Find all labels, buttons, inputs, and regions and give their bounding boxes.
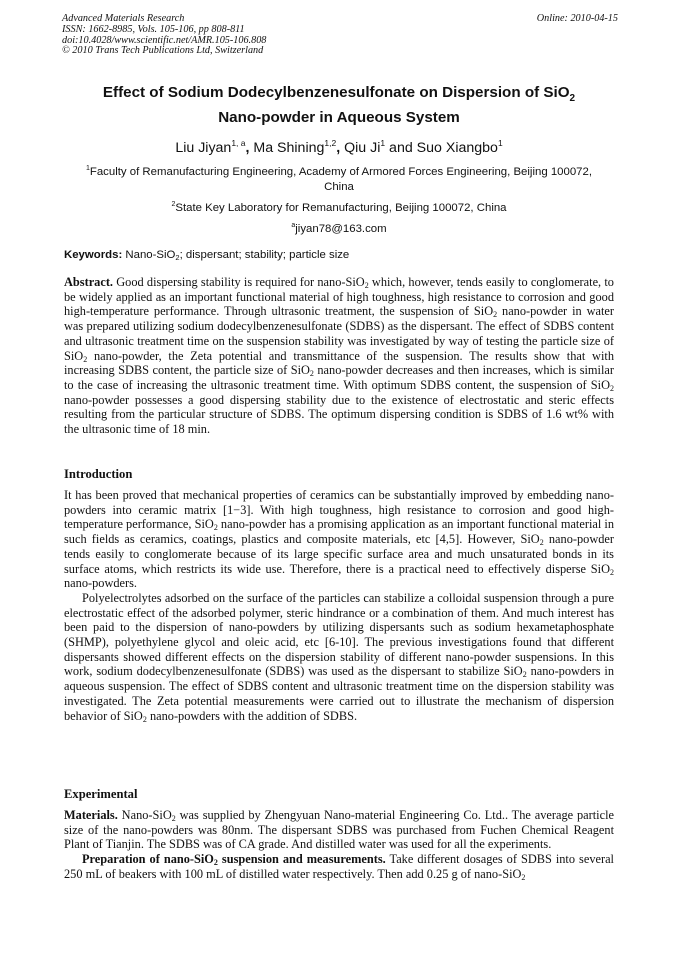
body-text: nano-powders with the addition of SDBS.	[146, 708, 358, 723]
author-affiliation: 1	[380, 138, 386, 148]
keyword-subscript: 2	[175, 253, 180, 262]
affiliation-marker: 2	[171, 201, 176, 208]
body-text: Polyelectrolytes adsorbed on the surface of the particles can stabilize a colloidal suspension through a pure electrostatic effect of the adsorbed polymer, steric hindrance or a combination of them. And much interest has been paid to the dispersion of nano-powders by utilizing dispersants such as sodium hexametaphosphate (SHMP), polyethylene glycol and oleic acid, etc [6-10]. The previous investigations found that different dispersants showed different effects on the dispersion stability of different nano-powder suspensions. In this work, sodium dodecylbenzenesulfonate (SDBS) was used as the dispersant to stabilize SiO	[64, 590, 614, 679]
abstract-label: Abstract.	[64, 275, 114, 289]
abstract-text: nano-powder decreases and then increases, which is similar to the case of increasing the ultrasonic treatment time. With optimum SDBS content, the suspension of SiO	[64, 363, 614, 392]
author-name: Qiu Ji	[344, 140, 381, 156]
abstract	[64, 275, 614, 437]
affiliation-1	[80, 161, 598, 195]
body-text: nano-powders.	[64, 576, 138, 591]
author-affiliation: 1	[497, 138, 503, 148]
keyword-text: ; dispersant; stability; particle size	[179, 249, 350, 261]
copyright: © 2010 Trans Tech Publications Ltd, Switzerland	[62, 45, 264, 57]
subscript: 2	[539, 538, 544, 548]
keyword-text: Nano-SiO	[122, 249, 176, 261]
subscript: 2	[610, 567, 614, 577]
author-affiliation: 1, a	[231, 138, 246, 148]
body-text: nano-powder tends easily to conglomerate because of its large specific surface area and much unsaturated bonds in its surface atoms, which restricts its wide use. Therefore, there is a practical need to effectively disperse SiO	[64, 532, 615, 576]
experimental-body	[64, 808, 614, 882]
body-text: was supplied by Zhengyuan Nano-material Engineering Co. Ltd.. The average particle size of the nano-powders was 80nm. The dispersant SDBS was purchased from Fuchen Chemical Reagent Plant of Tianjin. The SDBS was of CA grade. And distilled water was used for all the experiments.	[64, 808, 614, 852]
subscript: 2	[522, 670, 527, 680]
doi: doi:10.4028/www.scientific.net/AMR.105-106.808	[62, 34, 267, 46]
subscript: 2	[364, 281, 369, 290]
abstract-text: which, however, tends easily to conglomerate, to be widely applied as an important functional material of high toughness, high resistance to corrosion and good high-temperature performance. Through ultrasonic treatment, the suspension of SiO	[64, 275, 614, 319]
author-separator: ,	[336, 140, 345, 156]
section-heading-introduction: Introduction	[64, 467, 133, 481]
author-list	[50, 134, 628, 157]
affiliation-text: Faculty of Remanufacturing Engineering, Academy of Armored Forces Engineering, Beijing 100072, China	[89, 166, 592, 193]
subscript: 2	[83, 354, 88, 364]
journal-header	[62, 14, 618, 57]
title-line-1: Effect of Sodium Dodecylbenzenesulfonate on Dispersion of SiO	[102, 84, 570, 101]
keywords-label: Keywords:	[64, 249, 123, 261]
subscript: 2	[142, 714, 147, 724]
materials-label: Materials.	[64, 808, 118, 822]
title-subscript: 2	[569, 93, 576, 105]
preparation-label: suspension and measurements.	[217, 852, 386, 867]
body-text: Nano-SiO	[117, 808, 172, 822]
email-text: jiyan78@163.com	[295, 223, 387, 235]
subscript: 2	[213, 523, 218, 533]
affiliation-marker: 1	[85, 165, 90, 172]
author-name: Liu Jiyan	[175, 140, 232, 156]
email-marker: a	[291, 222, 296, 229]
journal-name: Advanced Materials Research	[62, 13, 185, 24]
issn: ISSN: 1662-8985, Vols. 105-106, pp 808-811	[62, 23, 245, 35]
title-line-2: Nano-powder in Aqueous System	[218, 109, 460, 127]
affiliation-text: State Key Laboratory for Remanufacturing, Beijing 100072, China	[175, 202, 507, 214]
introduction-body	[64, 488, 614, 723]
paper-title	[50, 83, 628, 127]
author-name: Suo Xiangbo	[416, 140, 498, 156]
subscript: 2	[213, 858, 218, 868]
subscript: 2	[493, 310, 498, 320]
keywords	[64, 248, 616, 265]
abstract-text: nano-powder in water was prepared utilizing sodium dodecylbenzenesulfonate (SDBS) as the dispersant. The effect of SDBS content and ultrasonic treatment time on the suspension stability was investigated by way of testing the particle size of SiO	[64, 304, 614, 363]
author-separator: ,	[245, 140, 254, 156]
subscript: 2	[309, 369, 314, 379]
author-affiliation: 1,2	[324, 138, 337, 148]
preparation-label: Preparation of nano-SiO	[82, 852, 214, 867]
author-separator: and	[385, 140, 417, 156]
abstract-text: nano-powder possesses a good dispersing stability due to the existence of electrostatic and steric effects resulting from the particular structure of SDBS. The optimum dispersing condition is SDBS of 1.6 wt% with the ultrasonic time of 18 min.	[64, 392, 614, 437]
author-name: Ma Shining	[253, 140, 325, 156]
subscript: 2	[610, 383, 614, 393]
body-text: nano-powder has a promising application as an important functional material in such fields as ceramics, coatings, plastics and composite materials, etc [4,5]. However, SiO	[64, 517, 614, 547]
abstract-text: Good dispersing stability is required for nano-SiO	[113, 275, 365, 289]
section-heading-experimental: Experimental	[64, 787, 138, 801]
subscript: 2	[521, 872, 526, 882]
affiliation-2	[80, 197, 598, 216]
online-date: Online: 2010-04-15	[536, 13, 618, 24]
body-text: It has been proved that mechanical properties of ceramics can be substantially improved by embedding nano-powders into ceramic matrix [1−3]. With high toughness, high resistance to corrosion and good high-temperature performance, SiO	[64, 488, 614, 532]
body-text: nano-powders in aqueous suspension. The effect of SDBS content and ultrasonic treatment time on the dispersion stability was investigated. The Zeta potential measurements were carried out to illustrate the mechanism of dispersion behavior of SiO	[64, 664, 615, 723]
subscript: 2	[171, 814, 176, 823]
body-text: Take different dosages of SDBS into several 250 mL of beakers with 100 mL of distilled water respectively. Then add 0.25 g of nano-SiO	[64, 852, 614, 881]
abstract-text: nano-powder, the Zeta potential and transmittance of the suspension. The results show that with increasing SDBS content, the particle size of SiO	[64, 348, 614, 378]
author-email	[80, 218, 598, 237]
